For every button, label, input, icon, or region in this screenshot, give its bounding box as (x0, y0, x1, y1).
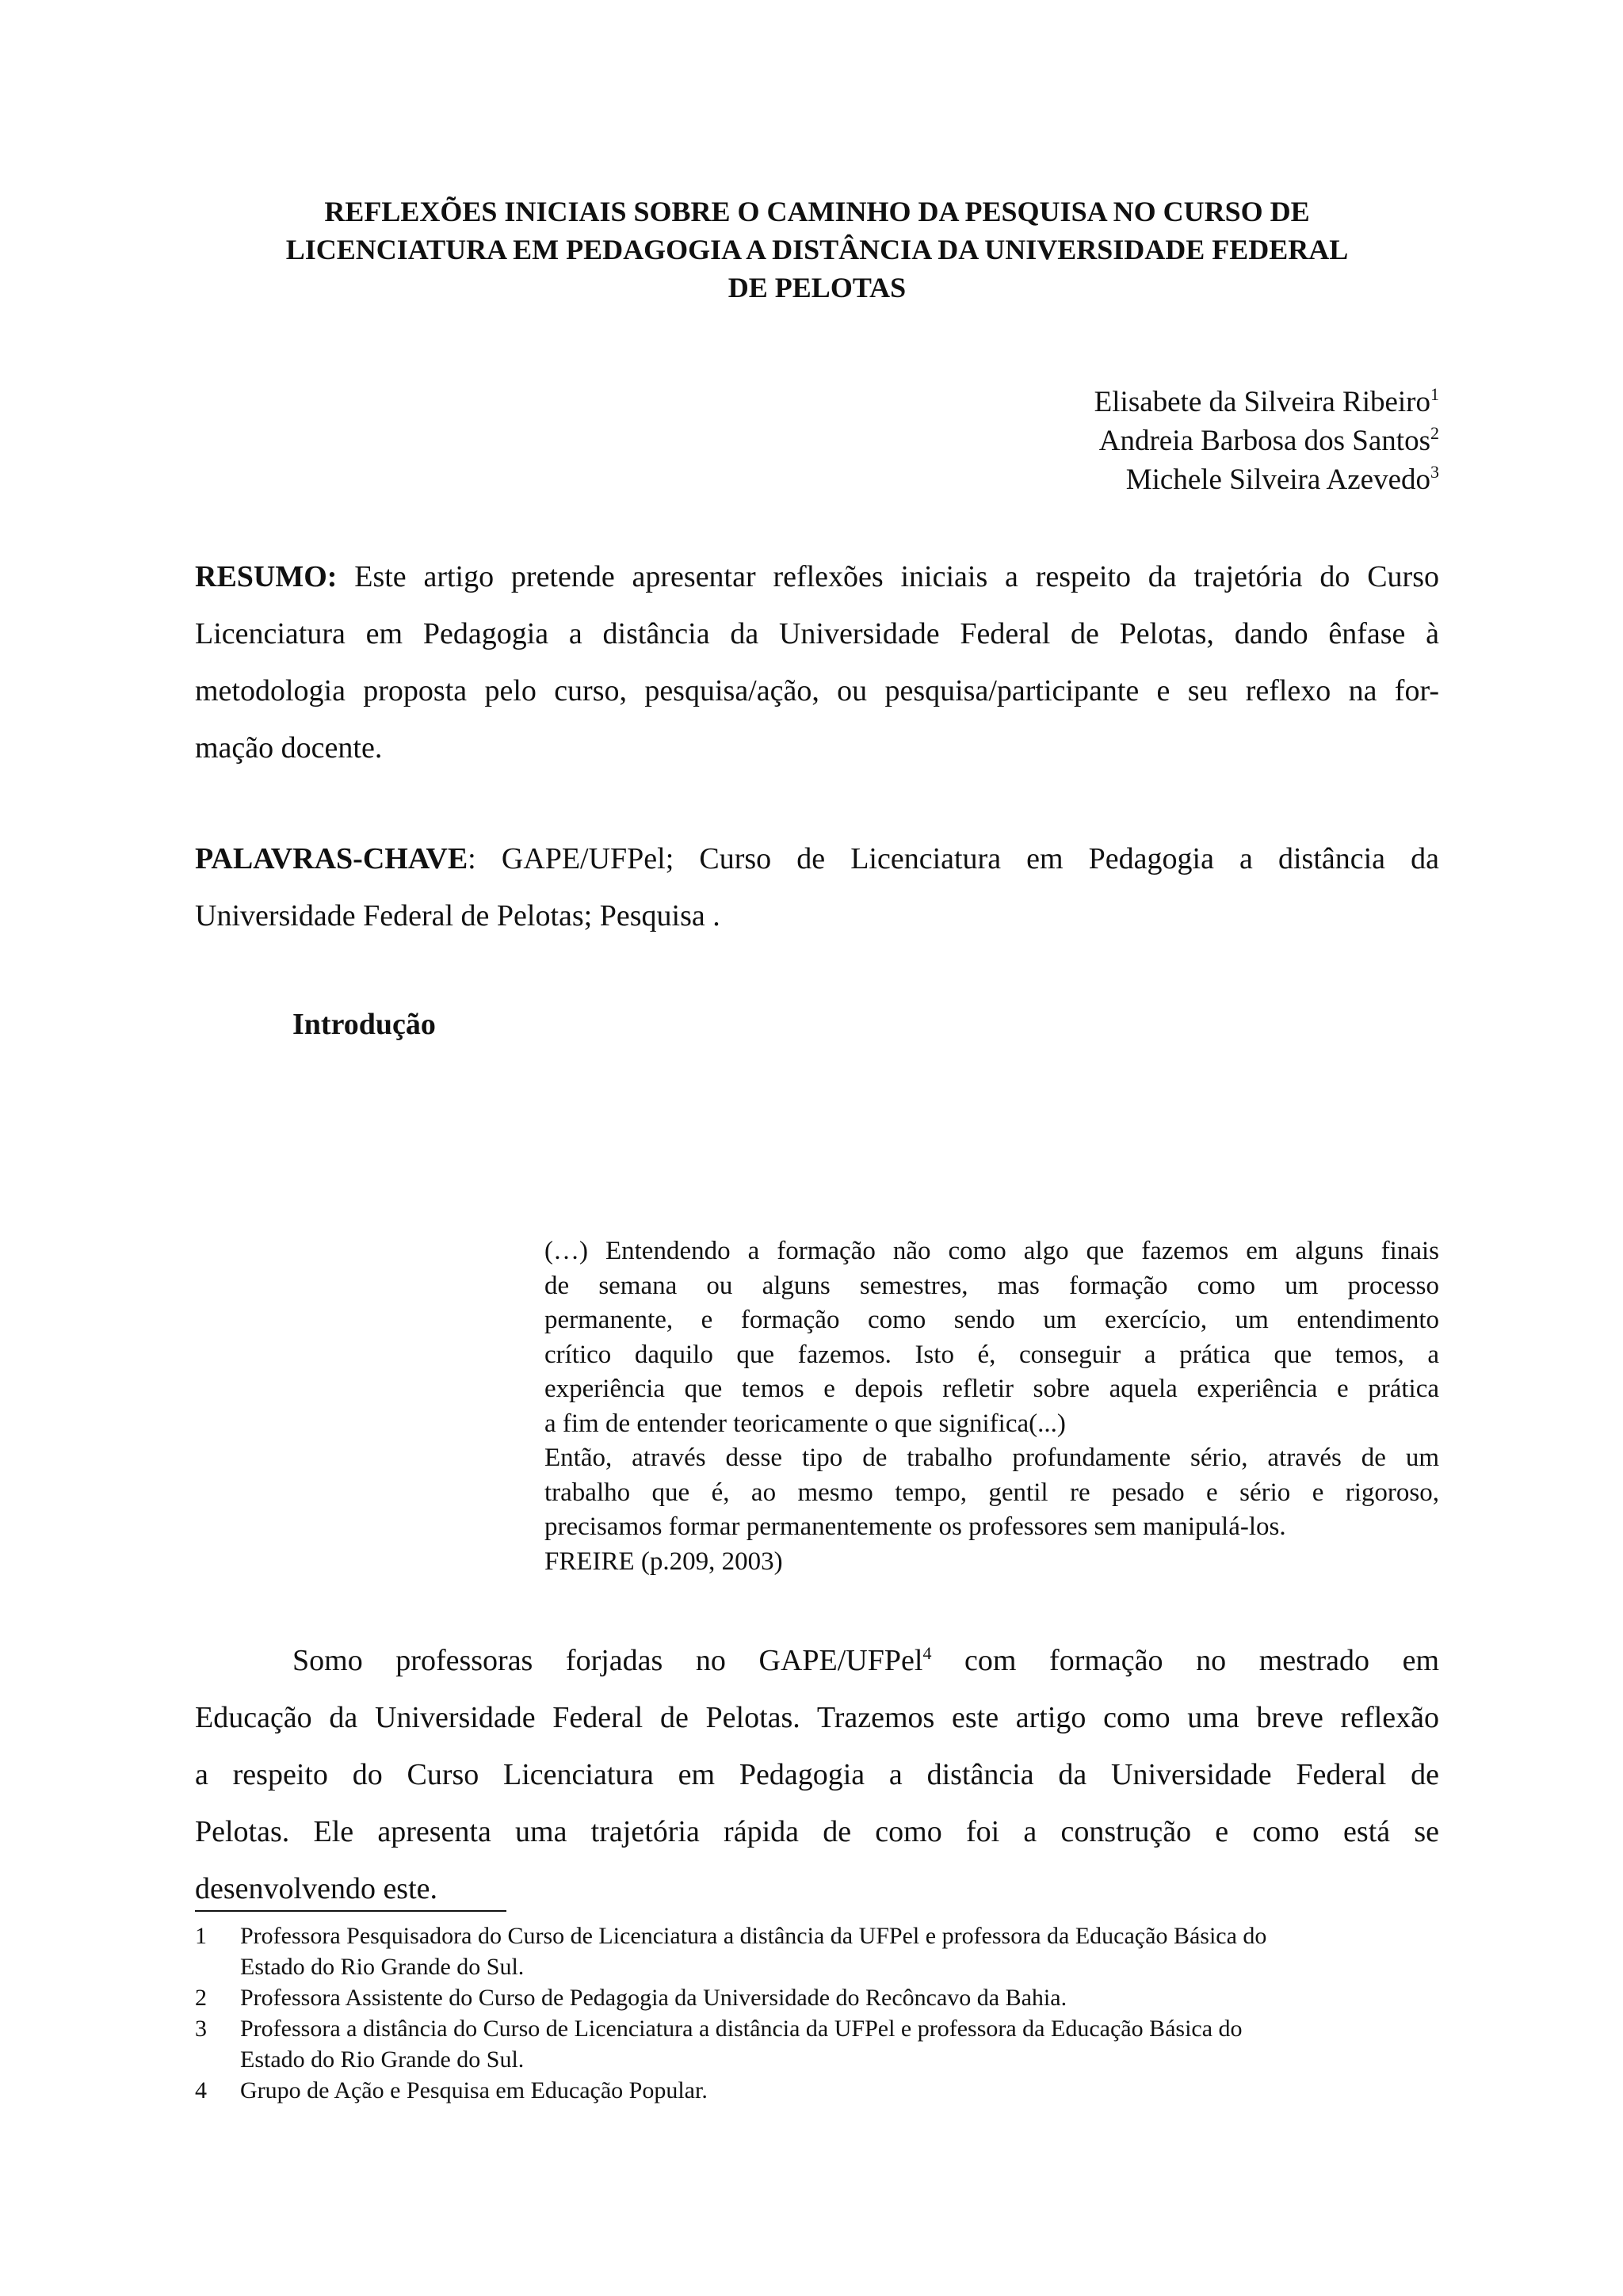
footnote-text: Professora a distância do Curso de Licenciatura a distância da UFPel e professora da Educação Básica do (240, 2016, 1243, 2042)
footnote (195, 2075, 1439, 2106)
footnote-text: Estado do Rio Grande do Sul. (240, 1954, 525, 1980)
footnote (195, 1920, 1439, 1982)
paper-title (195, 193, 1439, 307)
abstract-label: RESUMO: (195, 560, 338, 593)
footnote-text: Professora Assistente do Curso de Pedagogia da Universidade do Recôncavo da Bahia. (240, 1985, 1067, 2011)
footnote-separator (195, 1910, 506, 1912)
quote-line: crítico daquilo que fazemos. Isto é, conseguir a prática que temos, a (544, 1340, 1439, 1369)
footnote-mark: 2 (1430, 423, 1439, 443)
body-line: Pelotas. Ele apresenta uma trajetória rápida de como foi a construção e como está se (195, 1815, 1439, 1848)
footnote-text: Professora Pesquisadora do Curso de Licenciatura a distância da UFPel e professora da Educação Básica do (240, 1923, 1267, 1949)
body-line: Educação da Universidade Federal de Pelotas. Trazemos este artigo como uma breve reflexão (195, 1701, 1439, 1734)
quote-line: permanente, e formação como sendo um exercício, um entendimento (544, 1306, 1439, 1334)
abstract-line: Licenciatura em Pedagogia a distância da Universidade Federal de Pelotas, dando ênfase à (195, 617, 1439, 650)
footnote (195, 2013, 1439, 2075)
footnotes (195, 1920, 1439, 2106)
footnote-mark: 3 (1430, 462, 1439, 482)
quote-citation: FREIRE (p.209, 2003) (544, 1547, 783, 1576)
keywords-line: Universidade Federal de Pelotas; Pesquisa . (195, 899, 720, 933)
title-line: REFLEXÕES INICIAIS SOBRE O CAMINHO DA PESQUISA NO CURSO DE (324, 196, 1310, 227)
body-line (195, 1632, 1439, 1689)
abstract-text: Este artigo pretende apresentar reflexões iniciais a respeito da trajetória do Curso (337, 560, 1439, 593)
body-text: Somo professoras forjadas no GAPE/UFPel (292, 1644, 923, 1677)
keywords-label: PALAVRAS-CHAVE (195, 842, 468, 875)
keywords-text: : GAPE/UFPel; Curso de Licenciatura em Pedagogia a distância da (468, 842, 1439, 875)
quote-line: trabalho que é, ao mesmo tempo, gentil re pesado e sério e rigoroso, (544, 1478, 1439, 1507)
footnote-number: 3 (195, 2016, 207, 2042)
quote-line: (…) Entendendo a formação não como algo que fazemos em alguns finais (544, 1237, 1439, 1265)
title-line: LICENCIATURA EM PEDAGOGIA A DISTÂNCIA DA UNIVERSIDADE FEDERAL (285, 234, 1349, 265)
quote-line: de semana ou alguns semestres, mas formação como um processo (544, 1271, 1439, 1300)
section-heading: Introdução (292, 1008, 436, 1041)
abstract-block (195, 548, 1439, 776)
body-line: desenvolvendo este. (195, 1872, 438, 1905)
author-entry (1094, 421, 1439, 460)
author-list (1094, 383, 1439, 499)
author-entry (1094, 383, 1439, 421)
author-entry (1094, 460, 1439, 499)
author-name: Elisabete da Silveira Ribeiro (1094, 386, 1430, 418)
keywords-block (195, 830, 1439, 944)
abstract-line (195, 548, 1439, 605)
abstract-line: metodologia proposta pelo curso, pesquisa/ação, ou pesquisa/participante e seu reflexo na for- (195, 674, 1439, 707)
author-name: Michele Silveira Azevedo (1125, 463, 1430, 496)
footnote-mark: 1 (1430, 384, 1439, 404)
author-name: Andreia Barbosa dos Santos (1098, 425, 1430, 457)
quote-line: Então, através desse tipo de trabalho profundamente sério, através de um (544, 1444, 1439, 1472)
quote-line: precisamos formar permanentemente os professores sem manipulá-los. (544, 1512, 1286, 1541)
quote-line: experiência que temos e depois refletir sobre aquela experiência e prática (544, 1375, 1439, 1403)
keywords-line (195, 830, 1439, 887)
body-paragraph (195, 1632, 1439, 1917)
footnote-mark: 4 (922, 1643, 932, 1663)
body-text: com formação no mestrado em (931, 1644, 1440, 1677)
abstract-line: mação docente. (195, 731, 383, 765)
footnote-number: 4 (195, 2077, 207, 2103)
footnote-number: 1 (195, 1923, 207, 1949)
block-quote (544, 1234, 1439, 1579)
footnote (195, 1982, 1439, 2013)
body-line: a respeito do Curso Licenciatura em Pedagogia a distância da Universidade Federal de (195, 1758, 1439, 1791)
footnote-text: Grupo de Ação e Pesquisa em Educação Popular. (240, 2077, 708, 2103)
footnote-text: Estado do Rio Grande do Sul. (240, 2046, 525, 2073)
title-line: DE PELOTAS (727, 272, 907, 303)
quote-line: a fim de entender teoricamente o que significa(...) (544, 1409, 1066, 1438)
footnote-number: 2 (195, 1985, 207, 2011)
